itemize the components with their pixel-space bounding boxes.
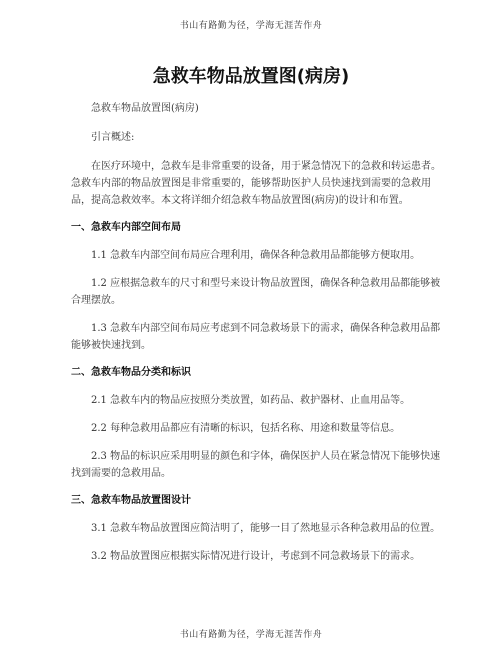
document-title: 急救车物品放置图(病房) <box>152 66 350 87</box>
overview-label: 引言概述: <box>91 132 135 143</box>
intro-subtitle: 急救车物品放置图(病房) <box>91 103 199 114</box>
section-item: 2.3 物品的标识应采用明显的颜色和字体，确保医护人员在紧急情况下能够快速找到需要的急救用品。 <box>71 451 441 479</box>
intro-paragraph: 在医疗环境中，急救车是非常重要的设备，用于紧急情况下的急救和转运患者。急救车内部的物品放置图是非常重要的，能够帮助医护人员快速找到需要的急救用品，提高急救效率。本文将详细介绍急救车物品放置图(病房)的设计和布置。 <box>71 161 441 206</box>
document-body <box>71 100 441 565</box>
section-heading: 二、急救车物品分类和标识 <box>71 367 191 378</box>
section-item: 3.1 急救车物品放置图应简洁明了，能够一目了然地显示各种急救用品的位置。 <box>91 523 441 534</box>
section-item: 2.1 急救车内的物品应按照分类放置，如药品、救护器材、止血用品等。 <box>91 395 411 406</box>
page-footer: 书山有路勤为径，学海无涯苦作舟 <box>179 630 323 640</box>
page-header: 书山有路勤为径，学海无涯苦作舟 <box>179 21 323 31</box>
section-item: 1.1 急救车内部空间布局应合理利用，确保各种急救用品都能够方便取用。 <box>91 250 421 261</box>
section-heading: 三、急救车物品放置图设计 <box>71 495 191 506</box>
section-heading: 一、急救车内部空间布局 <box>71 222 181 233</box>
section-item: 1.2 应根据急救车的尺寸和型号来设计物品放置图，确保各种急救用品都能够被合理摆放。 <box>71 278 441 306</box>
section-item: 2.2 每种急救用品都应有清晰的标识，包括名称、用途和数量等信息。 <box>91 423 401 434</box>
section-item: 3.2 物品放置图应根据实际情况进行设计，考虑到不同急救场景下的需求。 <box>91 551 421 562</box>
section-item: 1.3 急救车内部空间布局应考虑到不同急救场景下的需求，确保各种急救用品都能够被快速找到。 <box>71 323 441 351</box>
